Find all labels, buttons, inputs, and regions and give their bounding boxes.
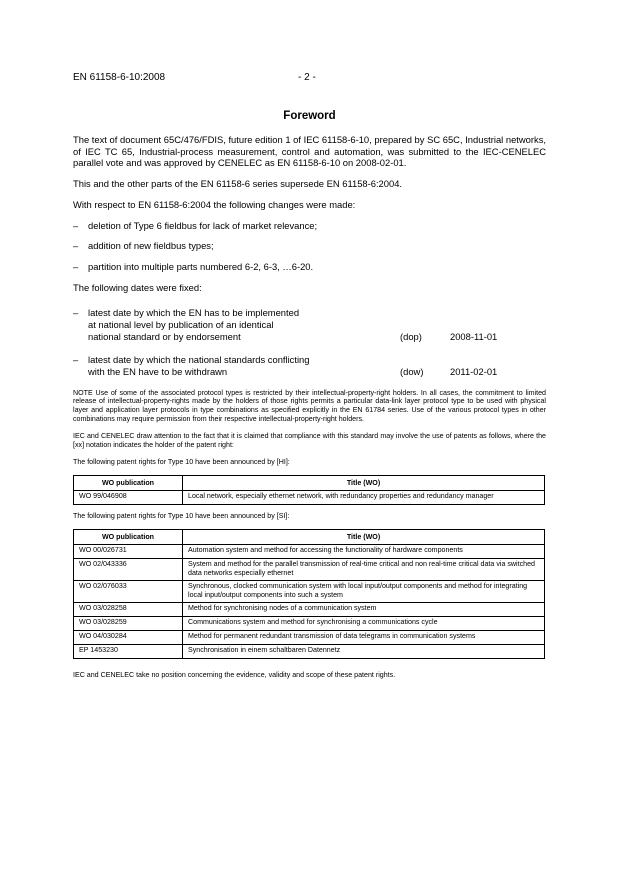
cell-title: System and method for the parallel transmission of real-time critical and non real-time critical data via switched data networks especially ethernet [183, 559, 545, 581]
table-header-row [74, 530, 545, 545]
closing-statement: IEC and CENELEC take no position concerning the evidence, validity and scope of these patent rights. [73, 671, 396, 680]
cell-title: Local network, especially ethernet network, with redundancy properties and redundancy manager [183, 491, 545, 505]
date-item-dow [73, 354, 546, 377]
date-value: 2011-02-01 [450, 366, 498, 378]
dates-intro: The following dates were fixed: [73, 281, 202, 293]
cell-publication: EP 1453230 [74, 645, 183, 659]
table-row [74, 645, 545, 659]
foreword-content [73, 134, 546, 680]
table-row [74, 581, 545, 603]
change-item: – addition of new fieldbus types; [73, 240, 546, 252]
table-si-caption: The following patent rights for Type 10 have been announced by [SI]: [73, 512, 290, 521]
col-header-publication: WO publication [74, 530, 183, 545]
cell-title: Method for synchronising nodes of a communication system [183, 603, 545, 617]
cell-publication: WO 99/046908 [74, 491, 183, 505]
table-row [74, 617, 545, 631]
date-code: (dop) [400, 330, 422, 342]
table-row [74, 603, 545, 617]
cell-publication: WO 02/076033 [74, 581, 183, 603]
cell-title: Automation system and method for accessing the functionality of hardware components [183, 545, 545, 559]
patent-table-hi [73, 475, 545, 505]
table-row [74, 545, 545, 559]
cell-publication: WO 03/028259 [74, 617, 183, 631]
change-item: – partition into multiple parts numbered 6-2, 6-3, …6-20. [73, 261, 546, 273]
date-code: (dow) [400, 366, 424, 378]
table-header-row [74, 476, 545, 491]
table-row [74, 631, 545, 645]
section-title: Foreword [283, 110, 336, 122]
date-item-dop [73, 307, 546, 342]
changes-intro: With respect to EN 61158-6:2004 the following changes were made: [73, 198, 356, 210]
table-row [74, 559, 545, 581]
cell-title: Synchronisation in einem schaltbaren Datennetz [183, 645, 545, 659]
intro-paragraph: The text of document 65C/476/FDIS, future edition 1 of IEC 61158-6-10, prepared by SC 65C, Industrial networks, of IEC TC 65, Industrial-process measurement, control and automation, was submitted to the IEC-CENELEC parallel vote and was approved by CENELEC as EN 61158-6-10 on 2008-02-01. [73, 134, 546, 169]
note-paragraph: NOTE Use of some of the associated protocol types is restricted by their intellectual-property-right holders. In all cases, the commitment to limited release of intellectual-property-rights made by the holders of those rights permits a particular data-link layer protocol type to be used with physical layer and application layer protocols in type combinations as specified explicitly in the EN 61784 series. Use of the various protocol types in other combinations may require permission from their respective intellectual-property-right holders. [73, 388, 546, 423]
change-item: – deletion of Type 6 fieldbus for lack of market relevance; [73, 220, 546, 232]
cell-title: Method for permanent redundant transmission of data telegrams in communication systems [183, 631, 545, 645]
date-description: – latest date by which the EN has to be implemented at national level by publication of an identical national standard or by endorsement [88, 307, 300, 342]
table-row [74, 491, 545, 505]
cell-title: Synchronous, clocked communication system with local input/output components and method for integrating local input/output components into such a system [183, 581, 545, 603]
cell-publication: WO 00/026731 [74, 545, 183, 559]
col-header-title: Title (WO) [183, 530, 545, 545]
col-header-title: Title (WO) [183, 476, 545, 491]
date-description: – latest date by which the national standards conflicting with the EN have to be withdrawn [88, 354, 310, 378]
page-number: - 2 - [298, 72, 316, 83]
date-value: 2008-11-01 [450, 330, 498, 342]
cell-publication: WO 04/030284 [74, 631, 183, 645]
patent-table-si [73, 529, 545, 659]
supersede-paragraph: This and the other parts of the EN 61158-6 series supersede EN 61158-6:2004. [73, 178, 403, 190]
table-hi-caption: The following patent rights for Type 10 have been announced by [HI]: [73, 458, 290, 467]
cell-publication: WO 03/028258 [74, 603, 183, 617]
col-header-publication: WO publication [74, 476, 183, 491]
document-id: EN 61158-6-10:2008 [73, 72, 166, 83]
patent-attention: IEC and CENELEC draw attention to the fact that it is claimed that compliance with this standard may involve the use of patents as follows, where the [xx] notation indicates the holder of the patent right: [73, 432, 546, 449]
cell-publication: WO 02/043336 [74, 559, 183, 581]
cell-title: Communications system and method for synchronising a communications cycle [183, 617, 545, 631]
